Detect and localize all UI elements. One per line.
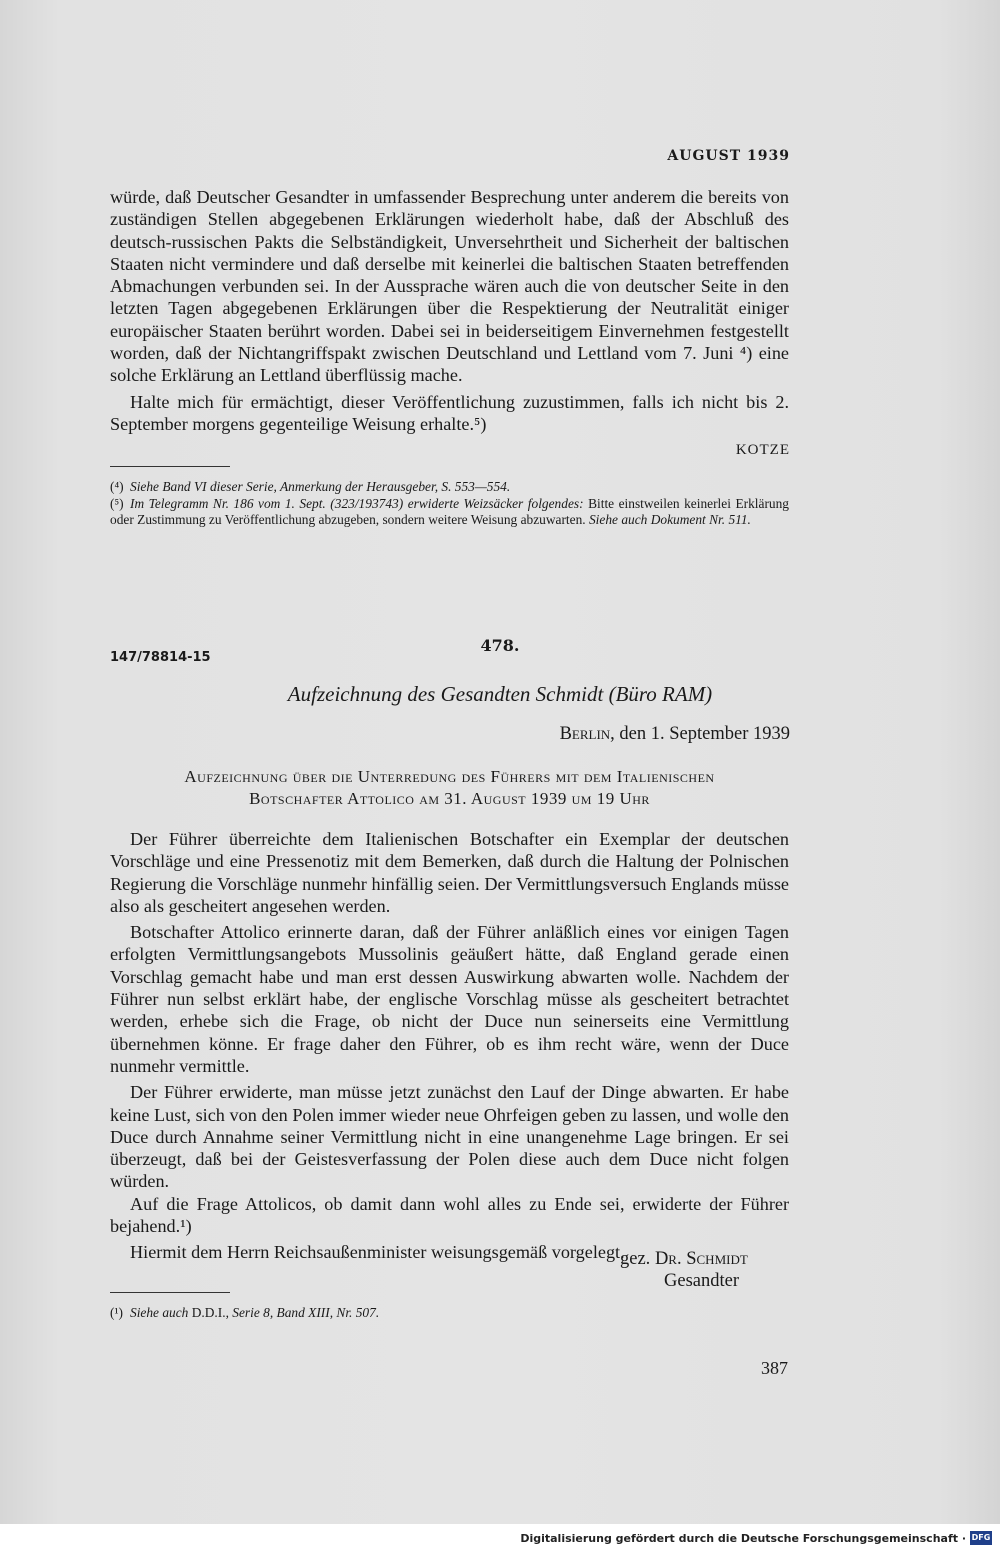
document-title: Aufzeichnung des Gesandten Schmidt (Büro RAM) xyxy=(287,682,713,706)
place-date xyxy=(560,724,790,745)
footnote-text: Siehe auch xyxy=(130,1305,189,1320)
place: Berlin xyxy=(559,724,611,744)
footnote-4 xyxy=(110,479,789,496)
document-reference: 147/78814-15 xyxy=(110,650,211,665)
footnote-text-upright: D.D.I., xyxy=(188,1305,229,1320)
signature-line-1 xyxy=(620,1248,748,1270)
signature-line-2: Gesandter xyxy=(664,1271,739,1291)
footnote-mark: (¹) xyxy=(110,1305,123,1320)
document-body xyxy=(110,828,789,1264)
footnote-text: Serie 8, Band XIII, Nr. 507. xyxy=(228,1305,380,1320)
signature-kotze: KOTZE xyxy=(735,442,790,458)
signature-prefix: gez. xyxy=(620,1249,655,1269)
footnote-text: Im Telegramm Nr. 186 vom 1. Sept. (323/193743) erwiderte Weizsäcker folgendes: xyxy=(130,495,584,511)
body-paragraph: Der Führer überreichte dem Italienischen Botschafter ein Exemplar der deutschen Vorschläge und eine Pressenotiz mit dem Bemerken, daß durch die Haltung der Polnischen Regierung die Vorschläge nunmehr hinfällig seien. Der Vermittlungsversuch Englands müsse also als gescheitert angesehen werden. xyxy=(110,829,789,916)
continuation-text xyxy=(110,186,789,435)
heading-line-1: Aufzeichnung über die Unterredung des Führers mit dem Italienischen xyxy=(184,767,715,786)
body-paragraph: Der Führer erwiderte, man müsse jetzt zunächst den Lauf der Dinge abwarten. Er habe keine Lust, sich von den Polen immer wieder neue Ohrfeigen geben zu lassen, und wolle den Duce durch Annahme seiner Vermittlung nicht in eine unangenehme Lage bringen. Er sei überzeugt, daß bei der Geistesverfassung der Polen diese auch dem Duce nicht folgen würden. xyxy=(110,1082,789,1192)
dfg-logo-icon[interactable]: DFG xyxy=(970,1531,992,1545)
footnote-text-upright: Bitte einstweilen keinerlei Erklärung oder Zustimmung zu Veröffentlichung abzugeben, sondern weitere Weisung abzuwarten. xyxy=(110,495,789,527)
footnotes-top xyxy=(110,479,789,529)
digitization-note: Digitalisierung gefördert durch die Deutsche Forschungsgemeinschaft · xyxy=(520,1532,966,1545)
footnote-rule-top xyxy=(110,466,230,467)
continuation-paragraph-2: Halte mich für ermächtigt, dieser Veröffentlichung zuzustimmen, falls ich nicht bis 2. September morgens gegenteilige Weisung erhalte.⁵) xyxy=(110,391,789,434)
running-head: AUGUST 1939 xyxy=(667,148,790,164)
continuation-paragraph-1: würde, daß Deutscher Gesandter in umfassender Besprechung unter anderem die bereits von zuständigen Stellen abgegebenen Erklärungen wiederholt habe, daß der Abschluß des deutsch-russischen Pakts die Selbständigkeit, Unversehrtheit und Sicherheit der baltischen Staaten nicht vermindere und daß derselbe mit keinerlei die baltischen Staaten betreffenden Abmachungen verbunden sei. In der Aussprache wären auch die von deutscher Seite in den letzten Tagen abgegebenen Erklärungen über die Respektierung der Neutralität einiger europäischer Staaten berührt worden. Dabei sei in beiderseitigem Einvernehmen festgestellt worden, daß der Nichtangriffspakt zwischen Deutschland und Lettland vom 7. Juni ⁴) eine solche Erklärung an Lettland überflüssig mache. xyxy=(110,187,789,386)
footnote-text: Siehe auch Dokument Nr. 511. xyxy=(585,512,751,527)
signature-name: Dr. Schmidt xyxy=(654,1249,748,1269)
body-paragraph: Botschafter Attolico erinnerte daran, daß der Führer anläßlich eines vor einigen Tagen erfolgten Vermittlungsangebots Mussolinis geäußert hätte, daß England gerade einen Vorschlag gemacht habe und man erst dessen Auswirkung abwarten wolle. Nachdem der Führer nun selbst erklärt habe, der englische Vorschlag müsse als gescheitert betrachtet werden, erhebe sich die Frage, ob nicht der Duce nun seinerseits eine Vermittlung übernehmen könne. Er frage daher den Führer, ob es ihm recht wäre, wenn der Duce nunmehr vermittle. xyxy=(110,922,789,1076)
document-heading xyxy=(110,766,789,810)
body-paragraph: Hiermit dem Herrn Reichsaußenminister weisungsgemäß vorgelegt. xyxy=(130,1242,625,1263)
heading-line-2: Botschafter Attolico am 31. August 1939 um 19 Uhr xyxy=(249,789,650,808)
date: , den 1. September 1939 xyxy=(610,724,790,744)
body-paragraph: Auf die Frage Attolicos, ob damit dann wohl alles zu Ende sei, erwiderte der Führer bejahend.¹) xyxy=(110,1193,789,1237)
footnote-rule-bottom xyxy=(110,1292,230,1293)
footnote-5 xyxy=(110,496,789,529)
footnote-mark: (⁴) xyxy=(110,479,124,494)
page-number: 387 xyxy=(761,1358,788,1378)
footnote-mark: (⁵) xyxy=(110,495,124,511)
footnote-text: Siehe Band VI dieser Serie, Anmerkung der Herausgeber, S. 553—554. xyxy=(130,479,511,494)
digitization-bar xyxy=(0,1524,1000,1554)
footnote-1 xyxy=(110,1305,789,1322)
footnotes-bottom xyxy=(110,1305,789,1322)
signature-schmidt xyxy=(620,1248,748,1292)
document-number: 478. xyxy=(480,636,520,655)
